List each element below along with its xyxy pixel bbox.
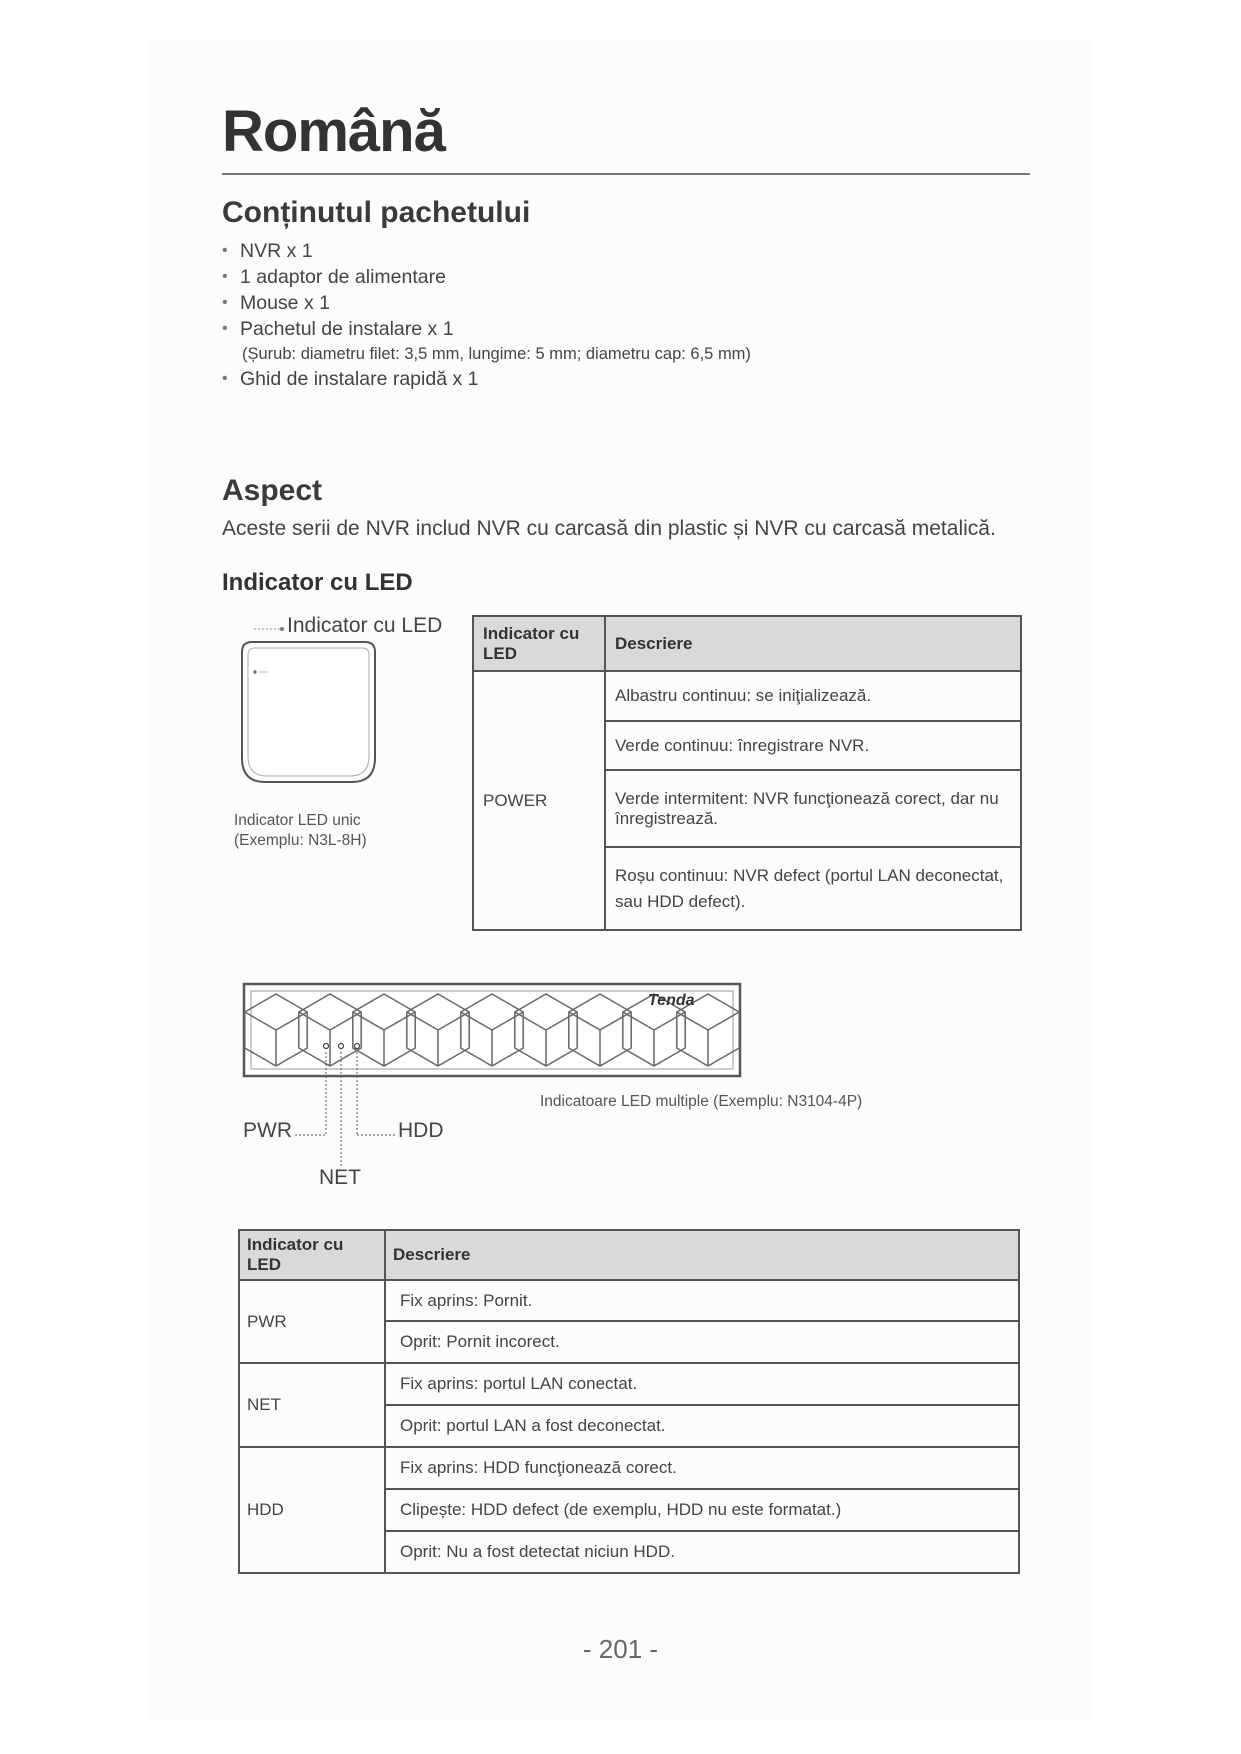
package-list	[222, 238, 751, 392]
table-header: Descriere	[605, 616, 1021, 671]
table-cell: Fix aprins: HDD funcţionează corect.	[385, 1447, 1019, 1489]
table-header: Descriere	[385, 1230, 1019, 1280]
net-label: NET	[319, 1166, 361, 1189]
package-heading: Conținutul pachetului	[222, 196, 531, 229]
table-cell: Verde intermitent: NVR funcţionează corect, dar nu înregistrează.	[605, 770, 1021, 847]
table-header: Indicator cu LED	[473, 616, 605, 671]
multi-led-nvr-illustration	[240, 980, 750, 1180]
pwr-label: PWR	[243, 1119, 292, 1142]
table-cell: Oprit: Pornit incorect.	[385, 1321, 1019, 1363]
aspect-heading: Aspect	[222, 474, 323, 507]
brand-logo: Tenda	[648, 992, 695, 1009]
list-item: • Ghid de instalare rapidă x 1	[222, 366, 751, 392]
hdd-label: HDD	[398, 1119, 444, 1142]
indicator-cell: NET	[239, 1363, 385, 1447]
table-cell: Clipește: HDD defect (de exemplu, HDD nu este formatat.)	[385, 1489, 1019, 1531]
list-item: • NVR x 1	[222, 238, 751, 264]
table-cell: Fix aprins: portul LAN conectat.	[385, 1363, 1019, 1405]
multi-led-caption: Indicatoare LED multiple (Exemplu: N3104-4P)	[540, 1093, 863, 1110]
led-heading: Indicator cu LED	[222, 569, 413, 596]
title-divider	[222, 173, 1030, 175]
multi-led-table	[238, 1229, 1020, 1574]
table-cell: Fix aprins: Pornit.	[385, 1280, 1019, 1321]
power-led-table	[472, 615, 1022, 931]
indicator-cell: POWER	[473, 671, 605, 930]
table-cell: Albastru continuu: se iniţializează.	[605, 671, 1021, 721]
screw-note: (Șurub: diametru filet: 3,5 mm, lungime: 5 mm; diametru cap: 6,5 mm)	[242, 345, 751, 363]
single-led-nvr-illustration	[222, 610, 462, 810]
table-cell: Oprit: portul LAN a fost deconectat.	[385, 1405, 1019, 1447]
single-led-example: (Exemplu: N3L-8H)	[234, 832, 367, 849]
table-cell: Oprit: Nu a fost detectat niciun HDD.	[385, 1531, 1019, 1573]
aspect-description: Aceste serii de NVR includ NVR cu carcasă din plastic și NVR cu carcasă metalică.	[222, 517, 996, 540]
indicator-cell: HDD	[239, 1447, 385, 1573]
indicator-cell: PWR	[239, 1280, 385, 1363]
table-header: Indicator cu LED	[239, 1230, 385, 1280]
single-led-caption: Indicator LED unic	[234, 812, 361, 829]
table-cell: Verde continuu: înregistrare NVR.	[605, 721, 1021, 770]
list-item: • 1 adaptor de alimentare	[222, 264, 751, 290]
table-cell: Roșu continuu: NVR defect (portul LAN deconectat, sau HDD defect).	[605, 847, 1021, 930]
led-callout-label: Indicator cu LED	[287, 614, 443, 637]
list-item: • Mouse x 1	[222, 290, 751, 316]
list-item: • Pachetul de instalare x 1	[222, 316, 751, 342]
page-number: - 201 -	[582, 1634, 659, 1664]
page-title: Română	[222, 99, 445, 164]
